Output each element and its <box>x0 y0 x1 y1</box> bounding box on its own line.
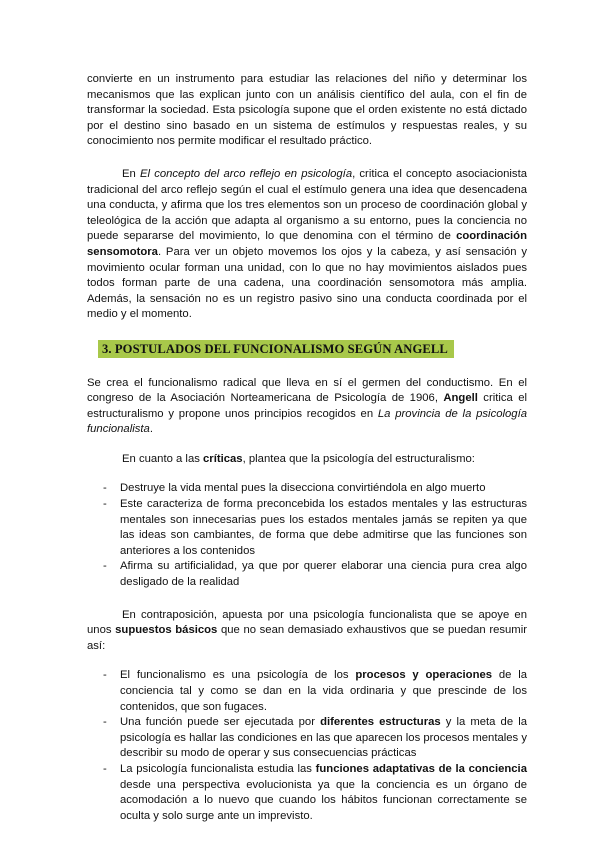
supuestos-term: supuestos básicos <box>115 624 218 637</box>
list-item <box>87 668 527 715</box>
criticas-term: críticas <box>203 452 243 465</box>
list-item-text-a: El funcionalismo es una psicología de los <box>120 669 356 682</box>
bullet-dash: - <box>103 498 107 511</box>
list-item-text: Destruye la vida mental pues la disecciona convirtiéndola en algo muerto <box>120 482 486 495</box>
list-item-text-a: La psicología funcionalista estudia las <box>120 762 316 775</box>
radical-text-2: critica el estructuralismo y propone unos principios recogidos en <box>87 392 527 420</box>
list-item-term: diferentes estructuras <box>320 716 441 729</box>
bullet-dash: - <box>103 669 107 682</box>
paragraph-supuestos-intro <box>87 608 527 655</box>
arco-text-2: . Para ver un objeto movemos los ojos y la cabeza, y así sensación y movimiento ocular forman una unidad, con lo que no hay movimientos aislados pues todos forman parte de una cadena, una coordinación sensomotora más amplia. Además, la sensación no es un registro pasivo sino una conducta coordinada por el medio y el momento. <box>87 245 527 321</box>
radical-text-1: Se crea el funcionalismo radical que lleva en sí el germen del conductismo. En el congreso de la Asociación Norteamericana de Psicología de 1906, <box>87 376 527 405</box>
provincia-book-title: La provincia de la psicología funcionalista <box>87 407 527 436</box>
criticas-lead: En cuanto a las <box>122 452 204 465</box>
list-item-text: Este caracteriza de forma preconcebida los estados mentales y las estructuras mentales son innecesarias pues los estados mentales jamás se repiten ya que las ideas son cambiantes, de forma que debe admitirse que las funciones son anteriores a los contenidos <box>120 498 527 557</box>
bullet-dash: - <box>103 716 107 729</box>
list-item <box>87 762 527 824</box>
supuestos-list <box>87 668 527 824</box>
bullet-dash: - <box>103 762 107 775</box>
criticas-list <box>87 481 527 590</box>
section-heading: 3. POSTULADOS DEL FUNCIONALISMO SEGÚN ANGELL <box>98 340 454 358</box>
section-heading-wrap <box>87 340 527 359</box>
arco-text-1: , critica el concepto asociacionista tradicional del arco reflejo según el cual el estímulo genera una idea que desencadena una conducta, y afirma que los tres elementos son un proceso de coordinación global y teleológica de la acción que adapta al organismo a su entorno, pues la conciencia no puede separarse del movimiento, lo que denomina con el término de <box>87 167 527 243</box>
criticas-text: , plantea que la psicología del estructuralismo: <box>242 452 475 465</box>
angell-name: Angell <box>443 392 478 405</box>
list-item-text-c: y la meta de la psicología es hallar las condiciones en las que aparecen los procesos mentales y describir su modo de operar y sus consecuencias prácticas <box>120 716 527 760</box>
list-item <box>87 481 527 497</box>
arco-book-title: El concepto del arco reflejo en psicología <box>139 167 353 180</box>
list-item-text-c: desde una perspectiva evolucionista ya que la conciencia es un órgano de acomodación a lo nuevo que cuando los hábitos funcionan correctamente se oculta y solo surge ante un imprevisto. <box>120 778 527 822</box>
paragraph-intro: convierte en un instrumento para estudiar las relaciones del niño y determinar los mecanismos que las explican junto con un análisis científico del aula, con el fin de transformar la sociedad. Esta psicología supone que el orden existente no está dictado por el destino sino basado en un sistema de estímulos y respuestas reales, y su conocimiento nos permite modificar el resultado práctico. <box>87 73 527 148</box>
page-content <box>87 72 527 824</box>
supuestos-text-1: En contraposición, apuesta por una psicología funcionalista que se apoye en unos <box>87 608 527 637</box>
list-item-term: funciones adaptativas de la conciencia <box>315 762 527 775</box>
list-item-text-c: de la conciencia tal y como se dan en la vida ordinaria y que prescinde de los contenidos, que son fugaces. <box>120 669 528 713</box>
list-item-text-a: Una función puede ser ejecutada por <box>120 716 321 729</box>
list-item <box>87 559 527 590</box>
paragraph-arco-reflejo <box>87 167 527 323</box>
paragraph-criticas-intro <box>87 452 527 468</box>
arco-term: coordinación sensomotora <box>87 230 527 258</box>
list-item <box>87 715 527 762</box>
arco-lead: En <box>122 167 140 180</box>
supuestos-text-2: que no sean demasiado exhaustivos que se puedan resumir así: <box>87 624 527 652</box>
list-item <box>87 497 527 559</box>
list-item-term: procesos y operaciones <box>355 669 493 682</box>
bullet-dash: - <box>103 560 107 573</box>
paragraph-funcionalismo-radical <box>87 376 527 438</box>
bullet-dash: - <box>103 482 107 495</box>
radical-end: . <box>149 423 153 436</box>
list-item-text: Afirma su artificialidad, ya que por querer elaborar una ciencia pura crea algo desligado de la realidad <box>120 560 527 589</box>
